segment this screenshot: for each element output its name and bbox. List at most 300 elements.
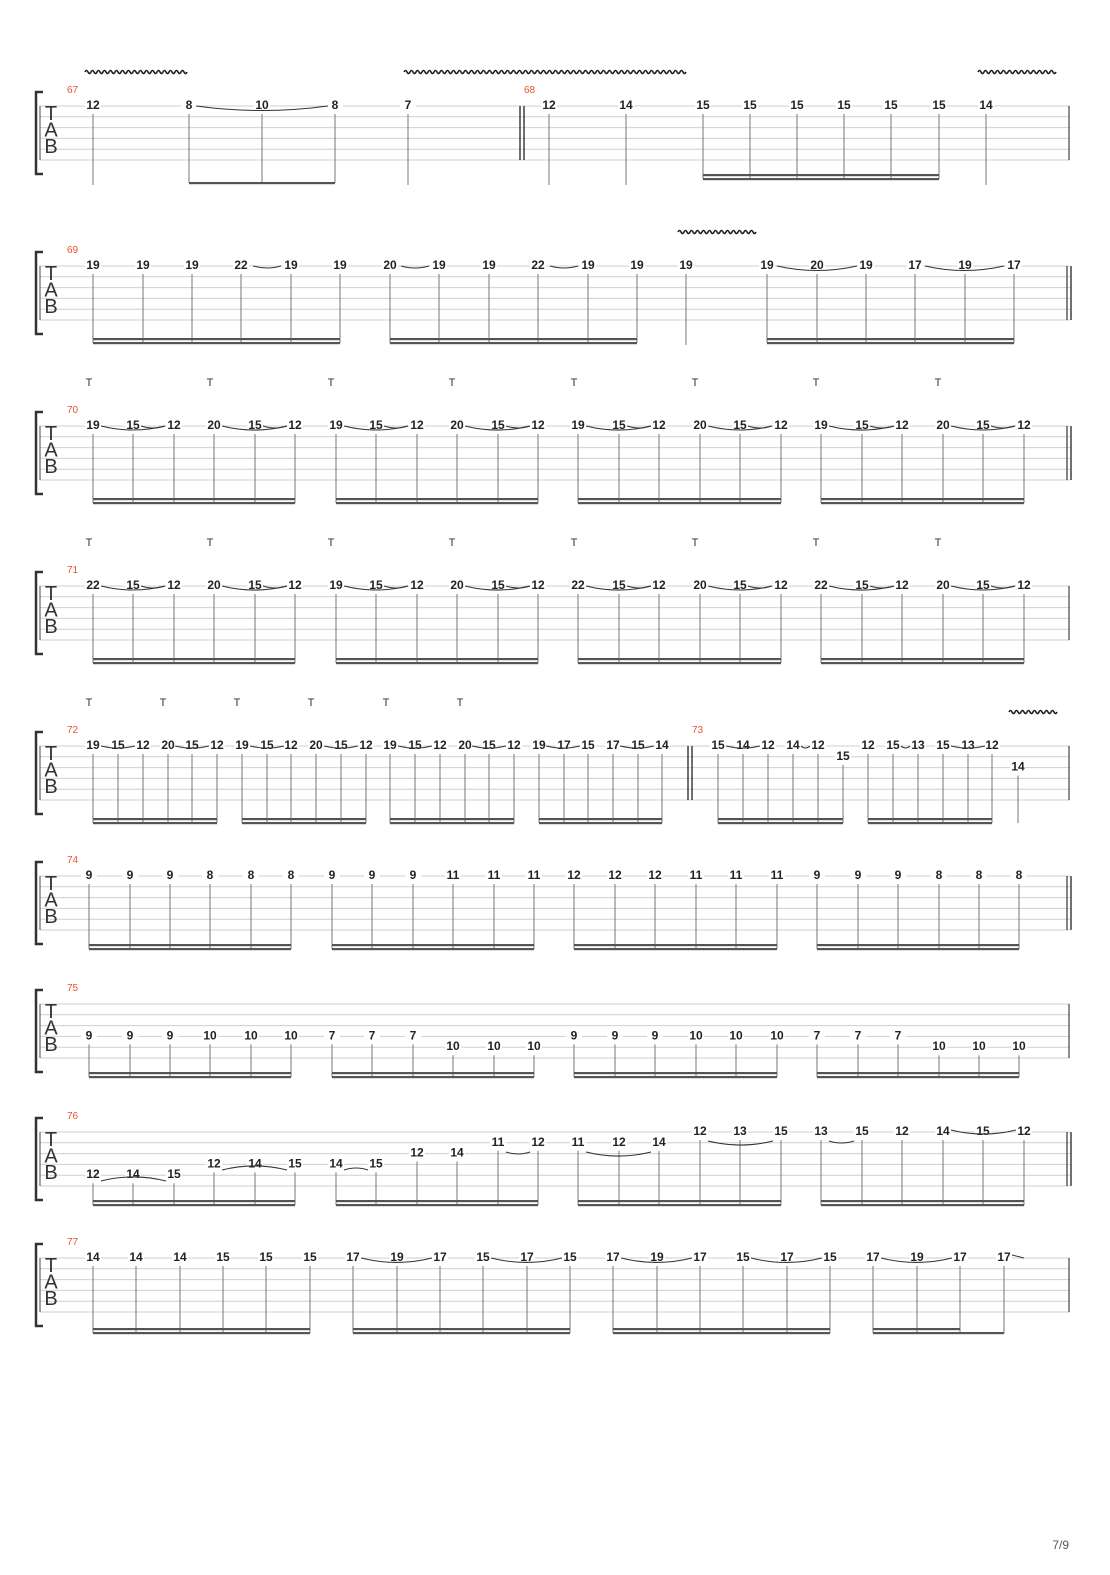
fret-number: 15 [932, 98, 946, 112]
beam [336, 658, 538, 660]
fret-number: 15 [976, 578, 990, 592]
fret-number: 9 [126, 868, 134, 882]
vibrato-mark [678, 231, 756, 234]
system-6 [36, 862, 1071, 950]
fret-number: 19 [284, 258, 298, 272]
beam [960, 1332, 1004, 1334]
fret-number: 15 [248, 578, 262, 592]
fret-number: 15 [288, 1156, 302, 1171]
fret-number: 12 [1017, 578, 1031, 592]
beam [578, 498, 781, 500]
fret-number: 17 [346, 1250, 360, 1264]
fret-number: 14 [126, 1167, 140, 1182]
fret-number: 12 [86, 98, 100, 112]
fret-number: 15 [823, 1250, 837, 1264]
fret-number: 20 [936, 578, 950, 592]
tap-mark: T [812, 377, 820, 389]
fret-number: 14 [450, 1145, 464, 1160]
fret-number: 19 [859, 258, 873, 272]
fret-number: 15 [743, 98, 757, 112]
fret-number: 11 [729, 868, 743, 882]
fret-number: 19 [185, 258, 199, 272]
fret-number: 15 [167, 1167, 181, 1182]
tap-mark: T [934, 377, 942, 389]
fret-number: 12 [567, 868, 581, 882]
fret-number: 15 [855, 1124, 869, 1138]
tab-clef-letter: T [44, 1129, 58, 1151]
fret-number: 19 [235, 738, 249, 752]
beam [868, 818, 992, 820]
fret-number: 11 [689, 868, 703, 882]
tap-mark: T [327, 377, 335, 389]
fret-number: 10 [1012, 1039, 1026, 1054]
beam [332, 1076, 534, 1078]
fret-number: 15 [482, 738, 496, 752]
fret-number: 19 [86, 418, 100, 432]
measure-number: 76 [67, 1111, 79, 1122]
fret-number: 19 [910, 1250, 924, 1264]
beam [868, 822, 992, 824]
beam [821, 658, 1024, 660]
fret-number: 15 [491, 578, 505, 592]
fret-number: 9 [409, 868, 417, 882]
fret-number: 14 [736, 738, 750, 752]
fret-number: 12 [774, 418, 788, 432]
fret-number: 14 [329, 1156, 343, 1171]
fret-number: 12 [410, 1145, 424, 1160]
tap-mark: T [307, 697, 315, 709]
fret-number: 19 [958, 258, 972, 272]
fret-number: 19 [329, 418, 343, 432]
fret-number: 7 [328, 1028, 336, 1043]
beam [390, 822, 514, 824]
fret-number: 10 [689, 1028, 703, 1043]
fret-number: 8 [975, 868, 983, 882]
tap-mark: T [934, 537, 942, 549]
beam [93, 1332, 310, 1334]
fret-number: 15 [563, 1250, 577, 1264]
beam [93, 338, 340, 340]
vibrato-mark [404, 71, 686, 74]
beam [817, 948, 1019, 950]
tab-clef-letter: A [44, 439, 58, 462]
fret-number: 22 [86, 578, 100, 592]
fret-number: 9 [126, 1028, 134, 1043]
fret-number: 19 [136, 258, 150, 272]
measure-number: 75 [67, 983, 79, 994]
fret-number: 12 [288, 578, 302, 592]
fret-number: 20 [450, 578, 464, 592]
beam [93, 658, 295, 660]
fret-number: 15 [259, 1250, 273, 1264]
beam [574, 944, 777, 946]
beam [89, 948, 291, 950]
beam [353, 1328, 570, 1330]
fret-number: 15 [303, 1250, 317, 1264]
beam [93, 342, 340, 344]
tab-clef-letter: T [44, 1255, 58, 1277]
fret-number: 15 [976, 1124, 990, 1138]
fret-number: 12 [167, 578, 181, 592]
fret-number: 15 [126, 418, 140, 432]
beam [873, 1332, 960, 1334]
fret-number: 17 [908, 258, 922, 272]
vibrato-mark [85, 71, 187, 74]
fret-number: 20 [693, 578, 707, 592]
tab-clef-letter: A [44, 1271, 58, 1294]
fret-number: 22 [571, 578, 585, 592]
fret-number: 9 [368, 868, 376, 882]
fret-number: 7 [894, 1028, 902, 1043]
fret-number: 10 [284, 1028, 298, 1043]
beam [817, 944, 1019, 946]
tab-clef-letter: T [44, 103, 58, 125]
beam [767, 338, 1014, 340]
beam [578, 1204, 781, 1206]
fret-number: 12 [895, 418, 909, 432]
fret-number: 19 [532, 738, 546, 752]
beam [390, 342, 637, 344]
fret-number: 15 [185, 738, 199, 752]
fret-number: 17 [780, 1250, 794, 1264]
fret-number: 19 [571, 418, 585, 432]
fret-number: 12 [410, 418, 424, 432]
beam [336, 662, 538, 664]
beam [767, 342, 1014, 344]
fret-number: 12 [507, 738, 521, 752]
fret-number: 13 [733, 1124, 747, 1138]
tab-clef-letter: B [44, 1034, 58, 1056]
fret-number: 15 [733, 418, 747, 432]
beam [821, 1200, 1024, 1202]
fret-number: 12 [693, 1124, 707, 1138]
fret-number: 9 [570, 1028, 578, 1043]
fret-number: 15 [111, 738, 125, 752]
fret-number: 20 [161, 738, 175, 752]
beam [578, 662, 781, 664]
fret-number: 15 [612, 578, 626, 592]
fret-number: 10 [932, 1039, 946, 1054]
beam [390, 338, 637, 340]
fret-number: 17 [433, 1250, 447, 1264]
fret-number: 14 [652, 1134, 666, 1149]
beam [336, 1200, 538, 1202]
tab-clef-letter: T [44, 743, 58, 765]
fret-number: 19 [581, 258, 595, 272]
fret-number: 15 [369, 1156, 383, 1171]
fret-number: 17 [520, 1250, 534, 1264]
fret-number: 15 [855, 418, 869, 432]
tab-clef-letter: A [44, 119, 58, 142]
beam [821, 662, 1024, 664]
beam [93, 498, 295, 500]
fret-number: 11 [571, 1134, 585, 1149]
fret-number: 22 [814, 578, 828, 592]
beam [539, 822, 662, 824]
tab-clef-letter: B [44, 136, 58, 158]
beam [93, 502, 295, 504]
fret-number: 9 [166, 868, 174, 882]
fret-number: 12 [86, 1167, 100, 1182]
tab-clef-letter: B [44, 616, 58, 638]
tab-clef-letter: B [44, 456, 58, 478]
fret-number: 20 [450, 418, 464, 432]
fret-number: 12 [761, 738, 775, 752]
fret-number: 20 [383, 258, 397, 272]
beam [817, 1072, 1019, 1074]
fret-number: 12 [648, 868, 662, 882]
fret-number: 14 [1011, 759, 1025, 774]
fret-number: 13 [961, 738, 975, 752]
beam [578, 502, 781, 504]
fret-number: 19 [679, 258, 693, 272]
fret-number: 12 [531, 578, 545, 592]
fret-number: 19 [432, 258, 446, 272]
fret-number: 17 [693, 1250, 707, 1264]
system-3 [36, 412, 1071, 504]
fret-number: 15 [369, 578, 383, 592]
fret-number: 15 [736, 1250, 750, 1264]
beam [718, 818, 843, 820]
tab-clef-letter: A [44, 1017, 58, 1040]
beam [817, 1076, 1019, 1078]
beam [574, 1072, 777, 1074]
tap-mark: T [448, 537, 456, 549]
fret-number: 15 [774, 1124, 788, 1138]
beam [93, 662, 295, 664]
fret-number: 12 [1017, 1124, 1031, 1138]
beam [613, 1332, 830, 1334]
beam [390, 818, 514, 820]
fret-number: 12 [433, 738, 447, 752]
tab-clef-letter: A [44, 889, 58, 912]
fret-number: 9 [166, 1028, 174, 1043]
fret-number: 12 [895, 1124, 909, 1138]
fret-number: 9 [611, 1028, 619, 1043]
fret-number: 12 [811, 738, 825, 752]
fret-number: 11 [770, 868, 784, 882]
beam [821, 498, 1024, 500]
fret-number: 19 [86, 738, 100, 752]
tab-clef-letter: T [44, 423, 58, 445]
fret-number: 17 [557, 738, 571, 752]
beam [718, 822, 843, 824]
measure-number: 74 [67, 855, 79, 866]
fret-number: 14 [786, 738, 800, 752]
fret-number: 17 [997, 1250, 1011, 1264]
fret-number: 10 [972, 1039, 986, 1054]
measure-number: 72 [67, 725, 79, 736]
fret-number: 15 [884, 98, 898, 112]
beam [873, 1328, 960, 1330]
beam [578, 1200, 781, 1202]
fret-number: 9 [328, 868, 336, 882]
fret-number: 17 [606, 738, 620, 752]
measure-number: 67 [67, 85, 79, 96]
beam [89, 1076, 291, 1078]
tap-mark: T [382, 697, 390, 709]
fret-number: 15 [836, 748, 850, 763]
fret-number: 17 [1007, 258, 1021, 272]
fret-number: 20 [207, 578, 221, 592]
fret-number: 14 [129, 1250, 143, 1264]
fret-number: 15 [581, 738, 595, 752]
tab-clef-letter: A [44, 1145, 58, 1168]
tap-mark: T [206, 377, 214, 389]
fret-number: 11 [491, 1134, 505, 1149]
fret-number: 7 [854, 1028, 862, 1043]
fret-number: 12 [652, 578, 666, 592]
fret-number: 11 [446, 868, 460, 882]
tab-clef-letter: B [44, 1162, 58, 1184]
beam [89, 944, 291, 946]
fret-number: 14 [173, 1250, 187, 1264]
fret-number: 14 [86, 1250, 100, 1264]
system-4 [36, 572, 1070, 664]
beam [574, 1076, 777, 1078]
fret-number: 15 [886, 738, 900, 752]
fret-number: 12 [985, 738, 999, 752]
vibrato-mark [1009, 711, 1057, 714]
beam [89, 1072, 291, 1074]
page-number: 7/9 [1052, 1538, 1069, 1552]
measure-number: 70 [67, 405, 79, 416]
fret-number: 15 [696, 98, 710, 112]
fret-number: 10 [487, 1039, 501, 1054]
fret-number: 9 [854, 868, 862, 882]
fret-number: 12 [167, 418, 181, 432]
tap-mark: T [448, 377, 456, 389]
measure-number: 73 [692, 725, 704, 736]
fret-number: 12 [895, 578, 909, 592]
beam [242, 822, 366, 824]
fret-number: 20 [936, 418, 950, 432]
tap-mark: T [206, 537, 214, 549]
fret-number: 19 [650, 1250, 664, 1264]
fret-number: 8 [1015, 868, 1023, 882]
fret-number: 14 [619, 98, 633, 112]
fret-number: 8 [185, 98, 193, 112]
fret-number: 8 [287, 868, 295, 882]
fret-number: 19 [390, 1250, 404, 1264]
fret-number: 9 [85, 868, 93, 882]
fret-number: 20 [693, 418, 707, 432]
fret-number: 9 [651, 1028, 659, 1043]
fret-number: 15 [631, 738, 645, 752]
fret-number: 10 [446, 1039, 460, 1054]
fret-number: 19 [760, 258, 774, 272]
beam [93, 1204, 295, 1206]
measure-number: 69 [67, 245, 79, 256]
tap-mark: T [85, 697, 93, 709]
tab-clef-letter: A [44, 759, 58, 782]
tab-clef-letter: T [44, 1001, 58, 1023]
beam [93, 1200, 295, 1202]
tab-clef-letter: A [44, 279, 58, 302]
fret-number: 19 [482, 258, 496, 272]
measure-number: 68 [524, 85, 536, 96]
beam [242, 818, 366, 820]
fret-number: 15 [476, 1250, 490, 1264]
fret-number: 10 [244, 1028, 258, 1043]
fret-number: 12 [207, 1156, 221, 1171]
fret-number: 19 [329, 578, 343, 592]
fret-number: 7 [813, 1028, 821, 1043]
fret-number: 10 [527, 1039, 541, 1054]
fret-number: 15 [216, 1250, 230, 1264]
slur [344, 1168, 368, 1170]
fret-number: 12 [410, 578, 424, 592]
fret-number: 17 [953, 1250, 967, 1264]
beam [821, 502, 1024, 504]
system-8 [36, 1118, 1071, 1206]
fret-number: 13 [911, 738, 925, 752]
tap-mark: T [85, 377, 93, 389]
tab-clef-letter: T [44, 263, 58, 285]
fret-number: 8 [247, 868, 255, 882]
fret-number: 19 [814, 418, 828, 432]
fret-number: 8 [206, 868, 214, 882]
beam [336, 502, 538, 504]
beam [189, 182, 335, 184]
fret-number: 15 [126, 578, 140, 592]
fret-number: 22 [234, 258, 248, 272]
fret-number: 12 [1017, 418, 1031, 432]
beam [578, 658, 781, 660]
fret-number: 19 [383, 738, 397, 752]
fret-number: 12 [612, 1134, 626, 1149]
fret-number: 10 [203, 1028, 217, 1043]
fret-number: 13 [814, 1124, 828, 1138]
beam [93, 822, 217, 824]
tab-clef-letter: T [44, 583, 58, 605]
fret-number: 14 [655, 738, 669, 752]
fret-number: 15 [334, 738, 348, 752]
fret-number: 8 [331, 98, 339, 112]
fret-number: 20 [810, 258, 824, 272]
beam [336, 498, 538, 500]
beam [703, 174, 939, 176]
tab-clef-letter: B [44, 776, 58, 798]
fret-number: 12 [608, 868, 622, 882]
tap-mark: T [812, 537, 820, 549]
tap-mark: T [159, 697, 167, 709]
fret-number: 11 [487, 868, 501, 882]
tab-clef-letter: T [44, 873, 58, 895]
fret-number: 14 [936, 1124, 950, 1138]
beam [821, 1204, 1024, 1206]
beam [93, 818, 217, 820]
fret-number: 12 [136, 738, 150, 752]
fret-number: 19 [86, 258, 100, 272]
fret-number: 14 [248, 1156, 262, 1171]
tab-clef-letter: B [44, 296, 58, 318]
measure-number: 71 [67, 565, 79, 576]
fret-number: 15 [260, 738, 274, 752]
beam [353, 1332, 570, 1334]
fret-number: 20 [207, 418, 221, 432]
system-7 [36, 990, 1070, 1078]
fret-number: 12 [774, 578, 788, 592]
fret-number: 15 [711, 738, 725, 752]
fret-number: 10 [729, 1028, 743, 1043]
beam [336, 1204, 538, 1206]
fret-number: 12 [288, 418, 302, 432]
measure-number: 77 [67, 1237, 79, 1248]
beam [574, 948, 777, 950]
tap-mark: T [691, 377, 699, 389]
fret-number: 19 [333, 258, 347, 272]
